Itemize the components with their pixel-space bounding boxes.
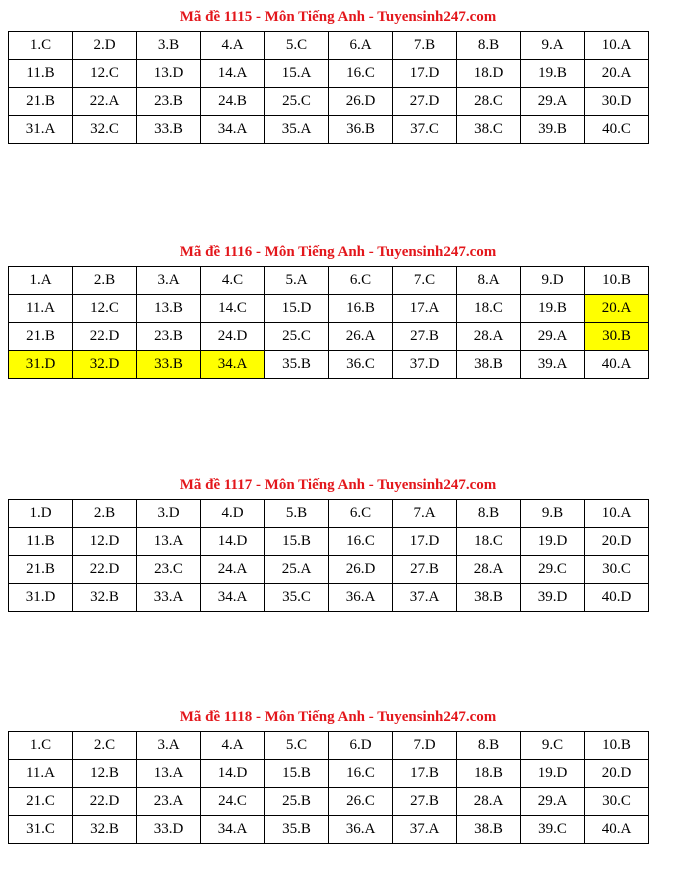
answer-cell: 31.A <box>9 116 73 144</box>
answer-cell: 15.B <box>265 528 329 556</box>
answer-cell: 29.A <box>521 788 585 816</box>
answer-cell: 40.A <box>585 351 649 379</box>
answer-cell: 7.C <box>393 267 457 295</box>
answer-cell: 36.A <box>329 816 393 844</box>
answer-cell: 28.A <box>457 556 521 584</box>
answer-cell: 16.C <box>329 60 393 88</box>
table-row <box>9 295 649 323</box>
answer-cell: 34.A <box>201 584 265 612</box>
answer-table <box>8 31 649 144</box>
answer-cell: 2.D <box>73 32 137 60</box>
answer-cell: 17.B <box>393 760 457 788</box>
answer-cell: 8.B <box>457 500 521 528</box>
answer-cell: 32.C <box>73 116 137 144</box>
answer-cell: 6.A <box>329 32 393 60</box>
answer-cell: 22.D <box>73 556 137 584</box>
answer-cell: 16.C <box>329 760 393 788</box>
answer-cell: 24.C <box>201 788 265 816</box>
answer-cell: 6.C <box>329 500 393 528</box>
answer-cell: 34.A <box>201 816 265 844</box>
answer-cell: 26.D <box>329 88 393 116</box>
answer-cell: 27.B <box>393 556 457 584</box>
answer-cell: 17.A <box>393 295 457 323</box>
answer-cell-highlighted: 20.A <box>585 295 649 323</box>
answer-cell: 40.A <box>585 816 649 844</box>
answer-cell: 37.C <box>393 116 457 144</box>
table-row <box>9 584 649 612</box>
answer-cell: 23.B <box>137 323 201 351</box>
answer-cell: 39.C <box>521 816 585 844</box>
answer-cell: 35.B <box>265 351 329 379</box>
answer-cell: 13.A <box>137 760 201 788</box>
answer-cell: 24.A <box>201 556 265 584</box>
answer-cell: 35.B <box>265 816 329 844</box>
answer-cell: 9.B <box>521 500 585 528</box>
answer-cell: 10.A <box>585 500 649 528</box>
answer-cell: 12.C <box>73 60 137 88</box>
answer-cell: 8.B <box>457 732 521 760</box>
answer-cell: 1.D <box>9 500 73 528</box>
answer-cell: 37.A <box>393 584 457 612</box>
answer-cell: 4.A <box>201 32 265 60</box>
answer-cell-highlighted: 30.B <box>585 323 649 351</box>
table-row <box>9 116 649 144</box>
answer-cell: 6.C <box>329 267 393 295</box>
answer-cell: 29.A <box>521 323 585 351</box>
answer-cell: 18.D <box>457 60 521 88</box>
answer-cell: 30.C <box>585 556 649 584</box>
answer-cell-highlighted: 31.D <box>9 351 73 379</box>
answer-cell-highlighted: 33.B <box>137 351 201 379</box>
answer-cell: 29.C <box>521 556 585 584</box>
answer-table <box>8 266 649 379</box>
answer-cell: 24.B <box>201 88 265 116</box>
answer-cell: 26.A <box>329 323 393 351</box>
section-title: Mã đề 1117 - Môn Tiếng Anh - Tuyensinh247.com <box>179 477 497 493</box>
answer-cell: 15.B <box>265 760 329 788</box>
answer-cell: 5.A <box>265 267 329 295</box>
answer-cell: 7.A <box>393 500 457 528</box>
answer-cell: 10.B <box>585 267 649 295</box>
answer-cell: 36.B <box>329 116 393 144</box>
table-row <box>9 816 649 844</box>
answer-cell: 10.A <box>585 32 649 60</box>
table-row <box>9 88 649 116</box>
answer-cell: 8.B <box>457 32 521 60</box>
answer-cell: 4.D <box>201 500 265 528</box>
table-row <box>9 528 649 556</box>
answer-cell: 22.A <box>73 88 137 116</box>
answer-cell: 33.B <box>137 116 201 144</box>
answer-cell: 9.C <box>521 732 585 760</box>
table-row <box>9 788 649 816</box>
answer-cell: 5.B <box>265 500 329 528</box>
answer-cell: 13.A <box>137 528 201 556</box>
table-row <box>9 500 649 528</box>
answer-cell: 21.C <box>9 788 73 816</box>
answer-cell: 14.D <box>201 528 265 556</box>
answer-cell: 7.D <box>393 732 457 760</box>
answer-cell: 34.A <box>201 116 265 144</box>
answer-cell: 16.C <box>329 528 393 556</box>
answer-cell: 23.C <box>137 556 201 584</box>
answer-cell: 1.C <box>9 32 73 60</box>
answer-cell: 23.B <box>137 88 201 116</box>
answer-cell: 15.D <box>265 295 329 323</box>
answer-cell: 25.C <box>265 323 329 351</box>
answer-table <box>8 731 649 844</box>
answer-cell: 25.A <box>265 556 329 584</box>
answer-cell: 32.B <box>73 816 137 844</box>
answer-cell: 33.D <box>137 816 201 844</box>
answer-cell: 21.B <box>9 323 73 351</box>
answer-cell-highlighted: 32.D <box>73 351 137 379</box>
answer-cell: 21.B <box>9 88 73 116</box>
answer-table <box>8 499 649 612</box>
answer-cell: 28.A <box>457 788 521 816</box>
answer-cell: 27.D <box>393 88 457 116</box>
answer-cell: 38.C <box>457 116 521 144</box>
section-title: Mã đề 1118 - Môn Tiếng Anh - Tuyensinh247.com <box>179 709 497 725</box>
answer-cell: 17.D <box>393 60 457 88</box>
answer-cell: 11.A <box>9 760 73 788</box>
answer-cell: 4.C <box>201 267 265 295</box>
answer-cell: 19.D <box>521 760 585 788</box>
answer-cell: 16.B <box>329 295 393 323</box>
answer-cell: 26.C <box>329 788 393 816</box>
answer-cell: 19.B <box>521 295 585 323</box>
answer-cell: 33.A <box>137 584 201 612</box>
table-row <box>9 760 649 788</box>
answer-cell: 11.B <box>9 528 73 556</box>
answer-cell: 9.A <box>521 32 585 60</box>
answer-cell: 32.B <box>73 584 137 612</box>
table-row <box>9 556 649 584</box>
answer-cell: 37.D <box>393 351 457 379</box>
answer-cell: 31.C <box>9 816 73 844</box>
answer-cell: 31.D <box>9 584 73 612</box>
answer-cell: 24.D <box>201 323 265 351</box>
answer-cell: 39.A <box>521 351 585 379</box>
answer-cell: 25.B <box>265 788 329 816</box>
answer-cell: 37.A <box>393 816 457 844</box>
answer-cell: 14.D <box>201 760 265 788</box>
answer-cell: 22.D <box>73 323 137 351</box>
answer-cell: 18.C <box>457 528 521 556</box>
answer-cell: 38.B <box>457 816 521 844</box>
answer-cell: 13.D <box>137 60 201 88</box>
table-row <box>9 732 649 760</box>
answer-cell: 10.B <box>585 732 649 760</box>
answer-cell: 12.D <box>73 528 137 556</box>
answer-cell: 11.A <box>9 295 73 323</box>
answer-cell: 12.C <box>73 295 137 323</box>
table-row <box>9 351 649 379</box>
section-title: Mã đề 1116 - Môn Tiếng Anh - Tuyensinh247.com <box>179 244 497 260</box>
answer-cell: 3.D <box>137 500 201 528</box>
answer-cell: 6.D <box>329 732 393 760</box>
answer-cell: 39.B <box>521 116 585 144</box>
answer-cell: 14.A <box>201 60 265 88</box>
answer-cell: 40.D <box>585 584 649 612</box>
answer-cell: 36.C <box>329 351 393 379</box>
answer-cell: 18.C <box>457 295 521 323</box>
answer-cell: 15.A <box>265 60 329 88</box>
answer-cell: 20.D <box>585 528 649 556</box>
answer-cell: 2.B <box>73 500 137 528</box>
answer-cell: 3.A <box>137 732 201 760</box>
answer-cell: 2.C <box>73 732 137 760</box>
answer-cell: 30.C <box>585 788 649 816</box>
answer-cell: 29.A <box>521 88 585 116</box>
answer-cell: 5.C <box>265 732 329 760</box>
answer-cell: 7.B <box>393 32 457 60</box>
answer-cell: 1.C <box>9 732 73 760</box>
answer-cell: 38.B <box>457 584 521 612</box>
answer-cell: 38.B <box>457 351 521 379</box>
section-title: Mã đề 1115 - Môn Tiếng Anh - Tuyensinh247.com <box>179 9 497 25</box>
answer-cell: 11.B <box>9 60 73 88</box>
answer-cell: 21.B <box>9 556 73 584</box>
answer-cell: 39.D <box>521 584 585 612</box>
answer-cell: 14.C <box>201 295 265 323</box>
answer-cell: 4.A <box>201 732 265 760</box>
table-row <box>9 267 649 295</box>
answer-cell: 35.A <box>265 116 329 144</box>
table-row <box>9 32 649 60</box>
answer-cell: 3.A <box>137 267 201 295</box>
answer-cell: 1.A <box>9 267 73 295</box>
answer-cell: 20.A <box>585 60 649 88</box>
answer-cell: 27.B <box>393 788 457 816</box>
answer-cell: 28.C <box>457 88 521 116</box>
answer-cell: 40.C <box>585 116 649 144</box>
answer-cell: 25.C <box>265 88 329 116</box>
answer-cell: 20.D <box>585 760 649 788</box>
answer-cell: 19.D <box>521 528 585 556</box>
answer-cell: 18.B <box>457 760 521 788</box>
answer-cell: 2.B <box>73 267 137 295</box>
answer-cell: 17.D <box>393 528 457 556</box>
answer-cell: 27.B <box>393 323 457 351</box>
answer-cell: 8.A <box>457 267 521 295</box>
answer-cell: 19.B <box>521 60 585 88</box>
answer-cell: 3.B <box>137 32 201 60</box>
answer-cell: 5.C <box>265 32 329 60</box>
answer-cell: 22.D <box>73 788 137 816</box>
table-row <box>9 323 649 351</box>
table-row <box>9 60 649 88</box>
answer-cell: 36.A <box>329 584 393 612</box>
answer-cell: 30.D <box>585 88 649 116</box>
answer-cell: 12.B <box>73 760 137 788</box>
answer-cell: 35.C <box>265 584 329 612</box>
answer-cell: 9.D <box>521 267 585 295</box>
answer-cell: 28.A <box>457 323 521 351</box>
answer-cell-highlighted: 34.A <box>201 351 265 379</box>
answer-cell: 26.D <box>329 556 393 584</box>
answer-cell: 23.A <box>137 788 201 816</box>
answer-cell: 13.B <box>137 295 201 323</box>
